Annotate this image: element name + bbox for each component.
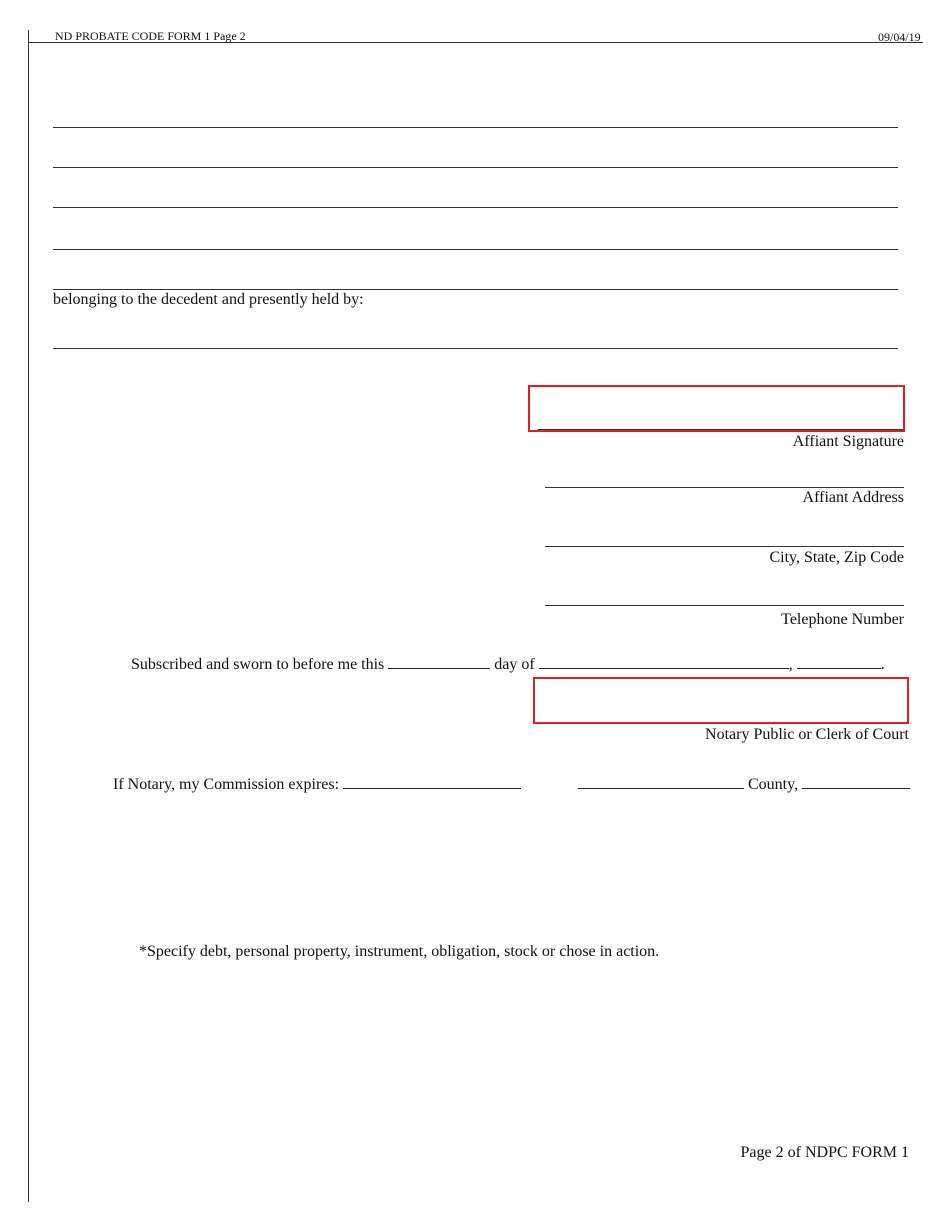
telephone-line[interactable] bbox=[545, 605, 904, 606]
commission-text: If Notary, my Commission expires: bbox=[113, 776, 340, 793]
affiant-signature-box[interactable] bbox=[528, 385, 905, 432]
commission-row bbox=[113, 774, 521, 794]
city-state-zip-label: City, State, Zip Code bbox=[769, 549, 904, 566]
commission-expires-blank[interactable] bbox=[343, 774, 521, 789]
notary-signature-label: Notary Public or Clerk of Court bbox=[705, 726, 909, 743]
property-line-2[interactable] bbox=[53, 167, 898, 168]
oath-comma: , bbox=[788, 656, 793, 673]
property-line-1[interactable] bbox=[53, 127, 898, 128]
county-extra-blank[interactable] bbox=[802, 774, 910, 789]
affiant-signature-line bbox=[538, 429, 903, 430]
affiant-address-label: Affiant Address bbox=[802, 489, 904, 506]
property-line-4[interactable] bbox=[53, 249, 898, 250]
header-date: 09/04/19 bbox=[878, 30, 921, 44]
property-line-5[interactable] bbox=[53, 289, 898, 290]
header-form-title: ND PROBATE CODE FORM 1 Page 2 bbox=[55, 29, 246, 43]
held-by-text: belonging to the decedent and presently held by: bbox=[53, 291, 364, 308]
oath-month-blank[interactable] bbox=[539, 654, 789, 669]
oath-period: . bbox=[880, 656, 885, 673]
oath-sentence bbox=[131, 654, 885, 674]
held-by-line[interactable] bbox=[53, 348, 898, 349]
affiant-address-line[interactable] bbox=[545, 487, 904, 488]
county-label: County, bbox=[748, 776, 799, 793]
oath-day-of: day of bbox=[494, 656, 535, 673]
city-state-zip-line[interactable] bbox=[545, 546, 904, 547]
footnote: *Specify debt, personal property, instrument, obligation, stock or chose in action. bbox=[139, 943, 660, 960]
notary-signature-box[interactable] bbox=[533, 677, 909, 724]
page-footer: Page 2 of NDPC FORM 1 bbox=[740, 1144, 909, 1161]
county-row bbox=[578, 774, 910, 794]
affiant-signature-label: Affiant Signature bbox=[792, 433, 904, 450]
county-name-blank[interactable] bbox=[578, 774, 744, 789]
header-rule bbox=[28, 42, 923, 43]
left-margin-rule bbox=[28, 30, 29, 1202]
oath-prefix: Subscribed and sworn to before me this bbox=[131, 656, 385, 673]
oath-day-blank[interactable] bbox=[388, 654, 490, 669]
telephone-label: Telephone Number bbox=[781, 611, 904, 628]
oath-year-blank[interactable] bbox=[797, 654, 881, 669]
property-line-3[interactable] bbox=[53, 207, 898, 208]
